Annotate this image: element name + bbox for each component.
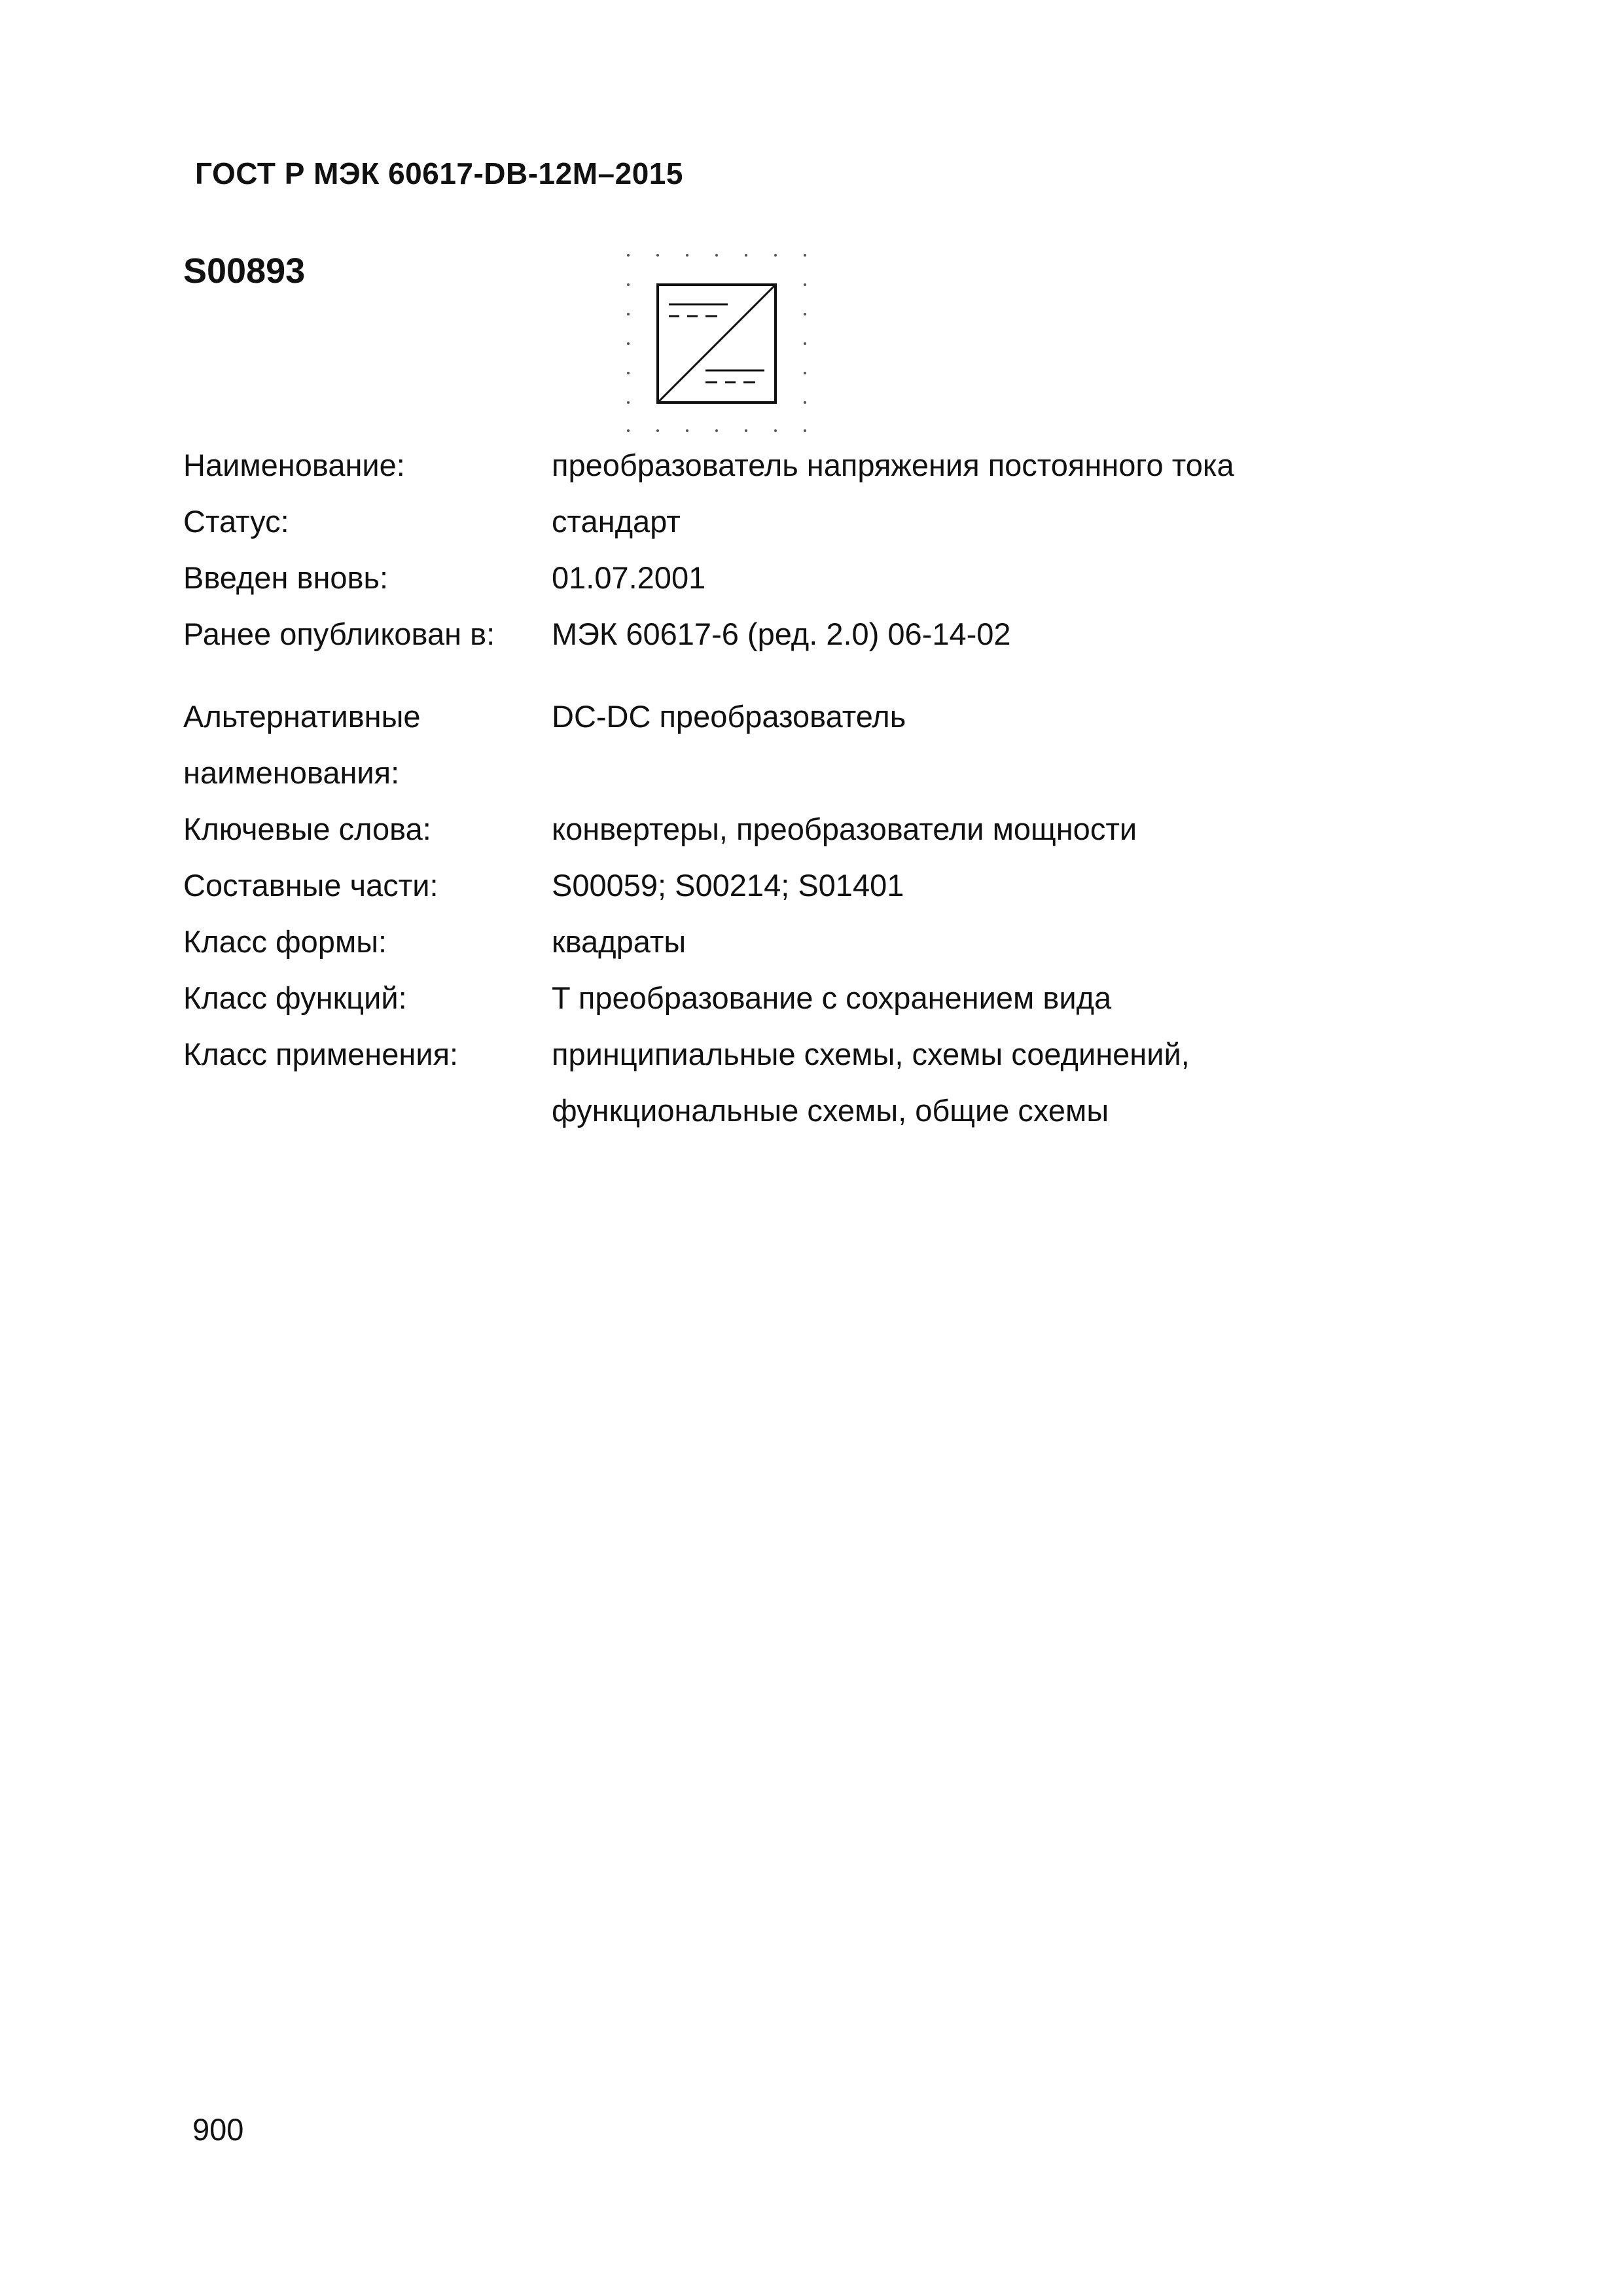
- page-number: 900: [192, 2112, 244, 2147]
- property-value: T преобразование с сохранением вида: [552, 980, 1112, 1015]
- dc-dc-converter-symbol-icon: [622, 242, 818, 439]
- property-value: DC-DC преобразователь: [552, 699, 906, 734]
- property-label-line: наименования:: [183, 755, 400, 790]
- property-value-line: функциональные схемы, общие схемы: [552, 1093, 1109, 1128]
- property-row-published-in: [183, 606, 1427, 662]
- property-value: МЭК 60617-6 (ред. 2.0) 06-14-02: [552, 617, 1011, 651]
- property-label: [183, 689, 552, 801]
- property-label: Введен вновь:: [183, 560, 389, 595]
- property-row-function-class: [183, 970, 1427, 1026]
- property-value: квадраты: [552, 924, 687, 959]
- property-row-introduced: [183, 550, 1427, 606]
- property-label: Ключевые слова:: [183, 812, 431, 846]
- property-value: [552, 1026, 1427, 1139]
- symbol-code: S00893: [183, 251, 306, 291]
- property-row-keywords: [183, 801, 1427, 857]
- property-row-application-class: [183, 1026, 1427, 1139]
- property-value-line: принципиальные схемы, схемы соединений,: [552, 1037, 1190, 1071]
- property-label: Класс применения:: [183, 1037, 459, 1071]
- property-row-status: [183, 493, 1427, 550]
- property-row-alternative-names: [183, 689, 1427, 801]
- property-label: Составные части:: [183, 868, 438, 903]
- property-value: конвертеры, преобразователи мощности: [552, 812, 1137, 846]
- property-value: S00059; S00214; S01401: [552, 868, 904, 903]
- property-label-line: Альтернативные: [183, 699, 421, 734]
- property-row-name: [183, 437, 1427, 493]
- property-label: Наименование:: [183, 448, 405, 482]
- property-label: Класс функций:: [183, 980, 407, 1015]
- converter-square: [658, 285, 776, 403]
- standard-header: ГОСТ Р МЭК 60617-DB-12M–2015: [195, 156, 683, 190]
- property-label: Класс формы:: [183, 924, 387, 959]
- property-row-shape-class: [183, 914, 1427, 970]
- property-value: стандарт: [552, 504, 681, 539]
- property-value: преобразователь напряжения постоянного тока: [552, 448, 1234, 482]
- property-label: Статус:: [183, 504, 289, 539]
- property-value: 01.07.2001: [552, 560, 706, 595]
- property-label: Ранее опубликован в:: [183, 617, 495, 651]
- symbol-properties: [183, 437, 1427, 1139]
- property-row-components: [183, 857, 1427, 914]
